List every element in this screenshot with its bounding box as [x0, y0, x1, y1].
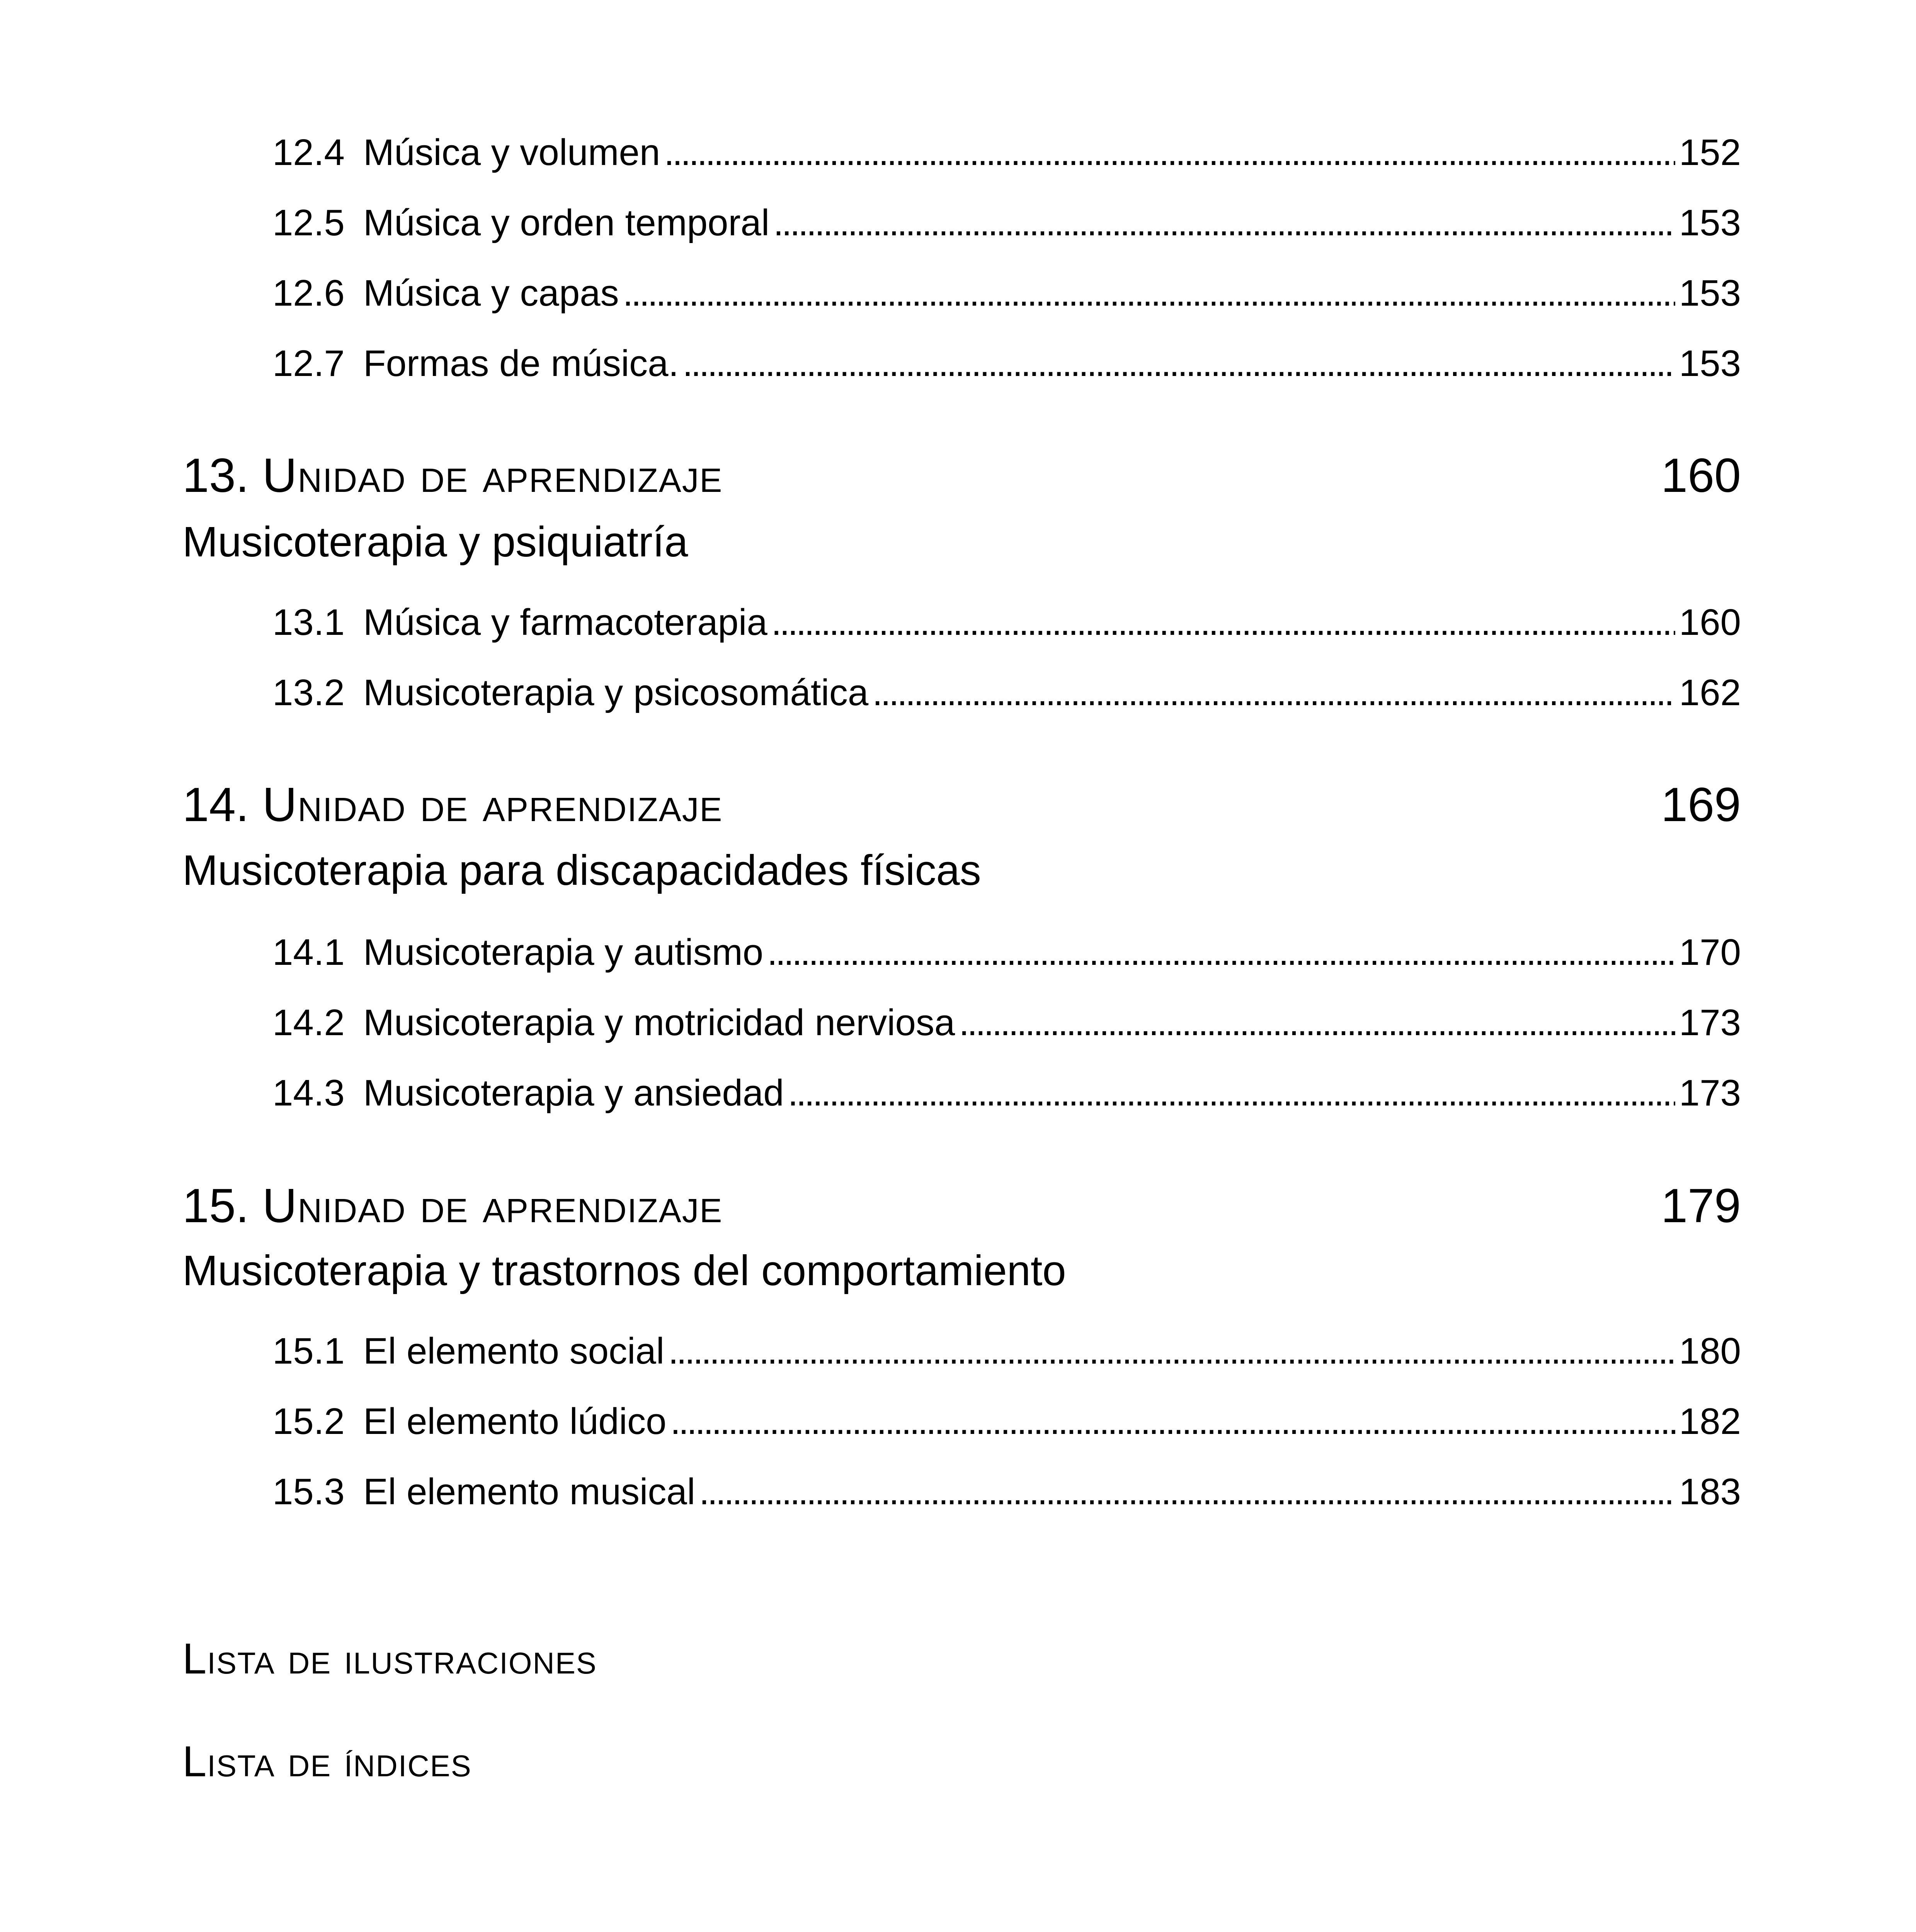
unit-label-text: Unidad de aprendizaje — [262, 778, 723, 832]
toc-dot-leader — [664, 128, 1675, 178]
unit-number: 14. — [182, 778, 249, 832]
toc-entry-14-2[interactable] — [272, 998, 1741, 1048]
unit-page-number: 179 — [1661, 1179, 1741, 1233]
toc-entry-page: 153 — [1679, 202, 1741, 243]
unit-page-number: 169 — [1661, 778, 1741, 832]
unit-subtitle: Musicoterapia y trastornos del comportamiento — [182, 1247, 1066, 1294]
toc-entry-number: 12.4 — [272, 132, 345, 173]
toc-entry-page: 162 — [1679, 672, 1741, 713]
toc-entry-title: Música y volumen — [363, 132, 660, 173]
unit-subtitle: Musicoterapia para discapacidades físicas — [182, 847, 981, 894]
toc-entry-title: Música y orden temporal — [363, 202, 770, 243]
toc-unit-14-heading[interactable] — [182, 777, 1741, 839]
toc-entry-number: 13.1 — [272, 602, 345, 643]
toc-dot-leader — [767, 927, 1675, 978]
toc-entry-number: 12.5 — [272, 202, 345, 243]
toc-entry-number: 15.1 — [272, 1330, 345, 1372]
toc-entry-page: 153 — [1679, 343, 1741, 384]
toc-entry-title: Música y farmacoterapia — [363, 602, 767, 643]
toc-dot-leader — [623, 268, 1675, 318]
toc-entry-14-1[interactable] — [272, 927, 1741, 978]
unit-label — [182, 1179, 1661, 1233]
toc-entry-14-3[interactable] — [272, 1068, 1741, 1118]
toc-entry-12-5[interactable] — [272, 198, 1741, 248]
toc-entry-page: 182 — [1679, 1401, 1741, 1442]
toc-entry-title: Musicoterapia y psicosomática — [363, 672, 869, 713]
toc-dot-leader — [773, 198, 1675, 248]
toc-entry-title: Musicoterapia y autismo — [363, 932, 764, 973]
toc-entry-title: Musicoterapia y motricidad nerviosa — [363, 1002, 955, 1043]
toc-entry-page: 152 — [1679, 132, 1741, 173]
unit-number: 15. — [182, 1179, 249, 1233]
toc-dot-leader — [670, 1396, 1675, 1447]
toc-entry-page: 170 — [1679, 932, 1741, 973]
toc-entry-page: 173 — [1679, 1002, 1741, 1043]
unit-label-text: Unidad de aprendizaje — [262, 449, 723, 502]
unit-number: 13. — [182, 449, 249, 502]
toc-entry-number: 14.1 — [272, 932, 345, 973]
toc-entry-number: 13.2 — [272, 672, 345, 713]
toc-entry-number: 12.6 — [272, 272, 345, 314]
toc-unit-13-heading[interactable] — [182, 448, 1741, 510]
toc-entry-number: 15.2 — [272, 1401, 345, 1442]
toc-entry-page: 183 — [1679, 1471, 1741, 1512]
toc-entry-number: 14.2 — [272, 1002, 345, 1043]
unit-label — [182, 777, 1661, 832]
toc-entry-15-2[interactable] — [272, 1396, 1741, 1447]
toc-entry-number: 14.3 — [272, 1072, 345, 1114]
unit-label — [182, 448, 1661, 503]
toc-entry-page: 160 — [1679, 602, 1741, 643]
toc-entry-15-3[interactable] — [272, 1467, 1741, 1517]
toc-dot-leader — [668, 1326, 1675, 1376]
toc-entry-page: 180 — [1679, 1330, 1741, 1372]
toc-entry-page: 153 — [1679, 272, 1741, 314]
toc-entry-15-1[interactable] — [272, 1326, 1741, 1376]
toc-list-indices[interactable]: Lista de índices — [182, 1737, 472, 1786]
toc-entry-title: El elemento musical — [363, 1471, 696, 1512]
toc-entry-page: 173 — [1679, 1072, 1741, 1114]
toc-entry-title: Música y capas — [363, 272, 619, 314]
unit-label-text: Unidad de aprendizaje — [262, 1179, 723, 1233]
toc-dot-leader — [959, 998, 1675, 1048]
toc-list-illustrations[interactable]: Lista de ilustraciones — [182, 1634, 597, 1683]
toc-dot-leader — [872, 668, 1675, 718]
toc-entry-12-6[interactable] — [272, 268, 1741, 318]
toc-entry-12-4[interactable] — [272, 128, 1741, 178]
toc-unit-15-heading[interactable] — [182, 1179, 1741, 1240]
toc-entry-title: Formas de música. — [363, 343, 679, 384]
toc-dot-leader — [699, 1467, 1675, 1517]
toc-dot-leader — [771, 597, 1675, 648]
toc-entry-13-1[interactable] — [272, 597, 1741, 648]
unit-page-number: 160 — [1661, 449, 1741, 502]
toc-dot-leader — [788, 1068, 1675, 1118]
toc-entry-13-2[interactable] — [272, 668, 1741, 718]
toc-entry-number: 12.7 — [272, 343, 345, 384]
unit-subtitle: Musicoterapia y psiquiatría — [182, 518, 688, 566]
toc-dot-leader — [682, 338, 1675, 389]
toc-entry-title: El elemento lúdico — [363, 1401, 667, 1442]
toc-entry-number: 15.3 — [272, 1471, 345, 1512]
toc-entry-title: El elemento social — [363, 1330, 665, 1372]
toc-entry-title: Musicoterapia y ansiedad — [363, 1072, 784, 1114]
toc-entry-12-7[interactable] — [272, 338, 1741, 389]
